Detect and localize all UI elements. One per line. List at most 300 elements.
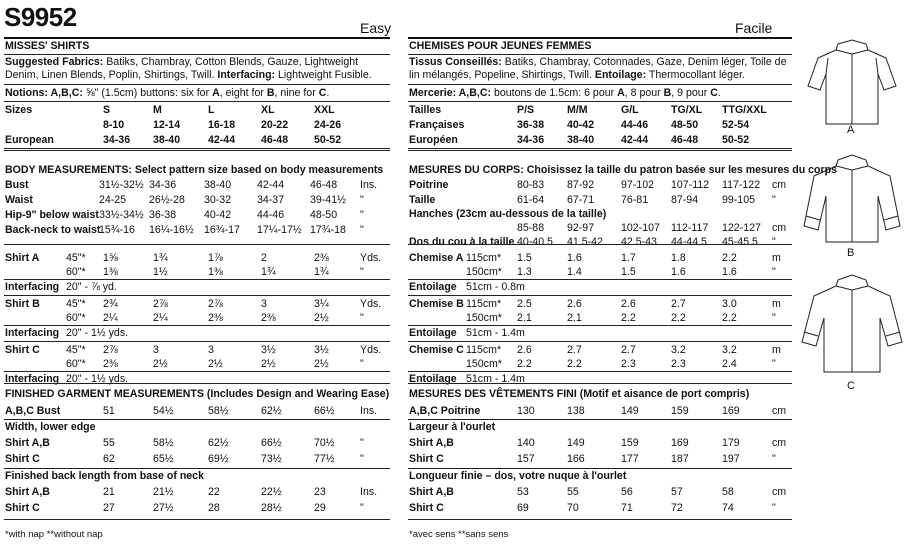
divider — [4, 244, 390, 245]
finished-value: 53 — [517, 486, 529, 498]
fabric-width: 45"* — [66, 252, 86, 264]
size-header: L — [208, 104, 215, 116]
en-footnote: *with nap **without nap — [5, 529, 103, 540]
finished-value: 51 — [103, 405, 115, 417]
divider — [4, 371, 390, 372]
body-value: 102-107 — [621, 222, 660, 234]
hanches-label: Hanches (23cm au-dessous de la taille) — [409, 208, 607, 220]
finished-value: 56 — [621, 486, 633, 498]
sizes-label: Sizes — [5, 104, 33, 116]
yardage-value: 2.2 — [517, 358, 532, 370]
difficulty-en: Easy — [360, 20, 392, 36]
yardage-value: 3.2 — [671, 344, 686, 356]
yardage-value: 2.6 — [517, 344, 532, 356]
finished-value: 65½ — [153, 453, 174, 465]
size-us: 20-22 — [261, 119, 289, 131]
body-value: 87-92 — [567, 179, 595, 191]
finished-value: 70½ — [314, 437, 335, 449]
divider — [4, 468, 390, 469]
finished-unit: " — [360, 437, 364, 449]
finished-value: 23 — [314, 486, 326, 498]
yardage-value: 2½ — [261, 358, 276, 370]
finished-value: 57 — [671, 486, 683, 498]
size-us: 16-18 — [208, 119, 236, 131]
yardage-value: 1½ — [153, 266, 168, 278]
body-unit: " — [360, 209, 364, 221]
yardage-value: 2.1 — [517, 312, 532, 324]
divider — [408, 148, 792, 149]
body-value: 122-127 — [722, 222, 761, 234]
interfacing-text: 20" - 1½ yds. — [66, 373, 129, 385]
yardage-value: 2.2 — [671, 312, 686, 324]
body-value: 40-40.5 — [517, 236, 553, 248]
yardage-value: 1.3 — [517, 266, 532, 278]
size-fr: 36-38 — [517, 119, 545, 131]
interfacing-label: Interfacing — [5, 281, 60, 293]
body-value: 17¼-17½ — [257, 224, 302, 236]
divider — [408, 54, 792, 55]
finished-value: 177 — [621, 453, 639, 465]
body-row-label: Hip-9" below waist — [5, 209, 99, 221]
size-eu: 34-36 — [103, 134, 131, 146]
body-value: 24-25 — [99, 194, 127, 206]
divider — [4, 150, 390, 151]
yardage-value: 1.6 — [567, 252, 582, 264]
size-header: TTG/XXL — [722, 104, 767, 116]
divider — [408, 244, 792, 245]
finished-unit: cm — [772, 437, 787, 449]
yardage-value: 3¼ — [314, 298, 329, 310]
entoilage-text: 51cm - 0.8m — [466, 281, 525, 293]
fr-footnote: *avec sens **sans sens — [409, 529, 509, 540]
size-eu: 50-52 — [314, 134, 342, 146]
body-value: 46-48 — [310, 179, 338, 191]
illustration-label-a: A — [847, 124, 855, 136]
fr-finished-title: MESURES DES VÊTEMENTS FINI (Motif et aisance de port compris) — [409, 388, 750, 400]
size-fr: 52-54 — [722, 119, 750, 131]
interfacing-text: 20" - ⅞ yd. — [66, 281, 117, 293]
finished-value: 58 — [722, 486, 734, 498]
yardage-view-label: Chemise C — [409, 344, 464, 356]
shirt-c-drawing-icon — [800, 270, 905, 382]
fabric-width: 45"* — [66, 344, 86, 356]
body-value: 80-83 — [517, 179, 545, 191]
divider — [408, 295, 792, 296]
body-row-label: Taille — [409, 194, 436, 206]
divider — [408, 383, 792, 384]
yardage-value: 3.2 — [722, 344, 737, 356]
yardage-value: 2⅜ — [103, 358, 118, 370]
divider — [408, 101, 792, 102]
finished-row-label: Shirt C — [409, 502, 444, 514]
header-rule-fr — [408, 37, 792, 39]
yardage-value: 2½ — [314, 312, 329, 324]
yardage-value: 2.3 — [671, 358, 686, 370]
size-header: G/L — [621, 104, 639, 116]
europeen-label: Européen — [409, 134, 458, 146]
size-eu: 46-48 — [261, 134, 289, 146]
yardage-view-label: Chemise B — [409, 298, 464, 310]
body-value: 85-88 — [517, 222, 545, 234]
body-value: 30-32 — [204, 194, 232, 206]
body-unit: " — [360, 224, 364, 236]
body-row-label: Back-neck to waist — [5, 224, 101, 236]
finished-value: 62½ — [261, 405, 282, 417]
yardage-value: 2.2 — [621, 312, 636, 324]
finished-value: 69 — [517, 502, 529, 514]
body-value: 42.5-43 — [621, 236, 657, 248]
yardage-unit: " — [360, 266, 364, 278]
european-label: European — [5, 134, 54, 146]
finished-row-label: A,B,C Poitrine — [409, 405, 481, 417]
body-value: 107-112 — [671, 179, 710, 191]
finished-value: 27 — [103, 502, 115, 514]
yardage-value: 3 — [261, 298, 267, 310]
body-value: 33½-34½ — [99, 209, 144, 221]
body-value: 45-45.5 — [722, 236, 758, 248]
yardage-value: 2.2 — [567, 358, 582, 370]
fr-title: CHEMISES POUR JEUNES FEMMES — [409, 40, 592, 52]
interfacing-text: 20" - 1½ yds. — [66, 327, 129, 339]
body-unit: " — [772, 236, 776, 248]
yardage-unit: " — [772, 312, 776, 324]
yardage-value: 2.7 — [621, 344, 636, 356]
size-header: P/S — [517, 104, 535, 116]
body-value: 99-105 — [722, 194, 755, 206]
en-notions: Notions: A,B,C: ⅝" (1.5cm) buttons: six for A, eight for B, nine for C. — [5, 87, 330, 99]
yardage-value: 2.2 — [722, 252, 737, 264]
yardage-value: 1¾ — [314, 266, 329, 278]
fr-fabrics: Tissus Conseillés: Batiks, Chambray, Cotonnades, Gaze, Denim léger, Toile de lin mélangés, Popeline, Shirtings, Twill. Entoilage: Thermocollant léger. — [409, 56, 787, 81]
yardage-value: 1.5 — [517, 252, 532, 264]
divider — [408, 341, 792, 342]
yardage-unit: Yds. — [360, 298, 382, 310]
size-fr: 48-50 — [671, 119, 699, 131]
illustration-label-c: C — [847, 380, 855, 392]
body-value: 48-50 — [310, 209, 338, 221]
finished-value: 140 — [517, 437, 535, 449]
body-value: 97-102 — [621, 179, 654, 191]
yardage-unit: m — [772, 252, 781, 264]
finished-row-label: Shirt C — [409, 453, 444, 465]
body-unit: " — [772, 194, 776, 206]
en-fabrics: Suggested Fabrics: Batiks, Chambray, Cotton Blends, Gauze, Lightweight Denim, Linen Blends, Poplin, Shirtings, Twill. Interfacing: Lightweight Fusible. — [5, 56, 372, 81]
yardage-unit: Yds. — [360, 344, 382, 356]
finished-value: 138 — [567, 405, 585, 417]
finished-value: 71 — [621, 502, 633, 514]
divider — [4, 148, 390, 149]
sizes-label: Tailles — [409, 104, 442, 116]
francaises-label: Françaises — [409, 119, 465, 131]
divider — [408, 84, 792, 85]
body-unit: cm — [772, 179, 787, 191]
size-eu: 38-40 — [153, 134, 181, 146]
finished-unit: cm — [772, 486, 787, 498]
body-value: 34-36 — [149, 179, 177, 191]
yardage-value: 2.6 — [567, 298, 582, 310]
body-value: 112-117 — [671, 222, 709, 234]
body-row-label: Bust — [5, 179, 29, 191]
finished-value: 62 — [103, 453, 115, 465]
yardage-value: 1⅜ — [103, 266, 118, 278]
finished-unit: " — [360, 502, 364, 514]
size-us: 24-26 — [314, 119, 342, 131]
fabric-width: 60"* — [66, 266, 86, 278]
entoilage-label: Entoilage — [409, 373, 457, 385]
finished-value: 28 — [208, 502, 220, 514]
body-row-label: Poitrine — [409, 179, 449, 191]
finished-row-label: A,B,C Bust — [5, 405, 61, 417]
finished-row-label: Shirt C — [5, 453, 40, 465]
yardage-value: 3½ — [261, 344, 276, 356]
divider — [4, 519, 390, 520]
yardage-value: 1⅞ — [208, 252, 223, 264]
body-value: 76-81 — [621, 194, 649, 206]
fabric-width: 115cm* — [466, 344, 502, 356]
finished-unit: " — [772, 453, 776, 465]
back-length-label: Longueur finie – dos, votre nuque à l'ourlet — [409, 470, 627, 482]
fabric-width: 60"* — [66, 312, 86, 324]
yardage-value: 2⅜ — [314, 252, 329, 264]
yardage-unit: " — [772, 358, 776, 370]
body-value: 16¾-17 — [204, 224, 240, 236]
size-fr: 40-42 — [567, 119, 595, 131]
yardage-value: 2.7 — [671, 298, 686, 310]
yardage-value: 2.2 — [722, 312, 737, 324]
divider — [4, 279, 390, 280]
finished-value: 72 — [671, 502, 683, 514]
yardage-value: 2⅞ — [208, 298, 223, 310]
size-us: 12-14 — [153, 119, 181, 131]
fabric-width: 150cm* — [466, 266, 502, 278]
finished-value: 27½ — [153, 502, 174, 514]
body-value: 34-37 — [257, 194, 285, 206]
header-rule-en — [4, 37, 390, 39]
body-value: 41.5-42 — [567, 236, 603, 248]
body-unit: cm — [772, 222, 787, 234]
width-lower-label: Largeur à l'ourlet — [409, 421, 496, 433]
size-header: XL — [261, 104, 275, 116]
width-lower-label: Width, lower edge — [5, 421, 96, 433]
finished-value: 22½ — [261, 486, 282, 498]
body-value: 17¾-18 — [310, 224, 346, 236]
body-unit: Ins. — [360, 179, 378, 191]
fabric-width: 115cm* — [466, 252, 502, 264]
finished-value: 159 — [621, 437, 639, 449]
divider — [4, 54, 390, 55]
finished-value: 77½ — [314, 453, 335, 465]
divider — [4, 325, 390, 326]
finished-value: 21½ — [153, 486, 174, 498]
finished-value: 62½ — [208, 437, 229, 449]
finished-value: 58½ — [153, 437, 174, 449]
finished-unit: Ins. — [360, 405, 378, 417]
dos-label: Dos du cou à la taille — [409, 236, 515, 248]
finished-value: 157 — [517, 453, 535, 465]
yardage-unit: " — [360, 312, 364, 324]
yardage-value: 3 — [208, 344, 214, 356]
size-eu: 38-40 — [567, 134, 595, 146]
body-value: 42-44 — [257, 179, 285, 191]
yardage-value: 1.6 — [671, 266, 686, 278]
fabric-width: 45"* — [66, 298, 86, 310]
finished-value: 58½ — [208, 405, 229, 417]
size-header: TG/XL — [671, 104, 703, 116]
finished-value: 74 — [722, 502, 734, 514]
finished-row-label: Shirt A,B — [409, 486, 454, 498]
finished-unit: Ins. — [360, 486, 378, 498]
entoilage-label: Entoilage — [409, 327, 457, 339]
size-eu: 42-44 — [621, 134, 649, 146]
finished-row-label: Shirt A,B — [409, 437, 454, 449]
fabric-width: 60"* — [66, 358, 86, 370]
body-value: 117-122 — [722, 179, 761, 191]
finished-value: 28½ — [261, 502, 282, 514]
divider — [408, 371, 792, 372]
size-eu: 42-44 — [208, 134, 236, 146]
finished-value: 69½ — [208, 453, 229, 465]
divider — [4, 101, 390, 102]
finished-value: 159 — [671, 405, 689, 417]
fabric-width: 150cm* — [466, 312, 502, 324]
body-value: 39-41½ — [310, 194, 346, 206]
body-value: 26½-28 — [149, 194, 185, 206]
yardage-value: 2¼ — [103, 312, 118, 324]
divider — [408, 150, 792, 151]
back-length-label: Finished back length from base of neck — [5, 470, 204, 482]
en-title: MISSES' SHIRTS — [5, 40, 90, 52]
body-value: 15¾-16 — [99, 224, 135, 236]
yardage-unit: " — [772, 266, 776, 278]
finished-row-label: Shirt A,B — [5, 437, 50, 449]
yardage-value: 3 — [153, 344, 159, 356]
fabric-width: 115cm* — [466, 298, 502, 310]
yardage-view-label: Shirt C — [5, 344, 40, 356]
body-value: 40-42 — [204, 209, 232, 221]
yardage-value: 2.4 — [722, 358, 737, 370]
yardage-value: 2.5 — [517, 298, 532, 310]
yardage-value: 1.6 — [722, 266, 737, 278]
entoilage-text: 51cm - 1.4m — [466, 373, 525, 385]
finished-value: 70 — [567, 502, 579, 514]
fr-body-title: MESURES DU CORPS: Choisissez la taille du patron basée sur les mesures du corps — [409, 164, 837, 176]
size-eu: 46-48 — [671, 134, 699, 146]
difficulty-fr: Facile — [735, 20, 773, 36]
divider — [408, 419, 792, 420]
finished-unit: " — [772, 502, 776, 514]
body-value: 16¼-16½ — [149, 224, 194, 236]
yardage-value: 2¾ — [103, 298, 118, 310]
finished-value: 130 — [517, 405, 535, 417]
finished-value: 55 — [567, 486, 579, 498]
size-us: 8-10 — [103, 119, 125, 131]
yardage-value: 1.5 — [621, 266, 636, 278]
divider — [408, 468, 792, 469]
finished-unit: " — [360, 453, 364, 465]
finished-unit: cm — [772, 405, 787, 417]
yardage-value: 2⅞ — [103, 344, 118, 356]
finished-value: 169 — [671, 437, 689, 449]
yardage-value: 2.3 — [621, 358, 636, 370]
entoilage-label: Entoilage — [409, 281, 457, 293]
finished-value: 169 — [722, 405, 740, 417]
yardage-view-label: Chemise A — [409, 252, 464, 264]
yardage-value: 1¾ — [261, 266, 276, 278]
divider — [408, 519, 792, 520]
yardage-value: 2¼ — [153, 312, 168, 324]
interfacing-label: Interfacing — [5, 327, 60, 339]
finished-value: 66½ — [261, 437, 282, 449]
body-value: 92-97 — [567, 222, 595, 234]
yardage-value: 2.7 — [567, 344, 582, 356]
yardage-value: 1¾ — [153, 252, 168, 264]
finished-value: 187 — [671, 453, 689, 465]
body-value: 44-46 — [257, 209, 285, 221]
interfacing-label: Interfacing — [5, 373, 60, 385]
divider — [4, 341, 390, 342]
yardage-value: 2⅜ — [208, 312, 223, 324]
body-row-label: Waist — [5, 194, 33, 206]
shirt-b-drawing-icon — [800, 150, 905, 260]
yardage-value: 2½ — [208, 358, 223, 370]
finished-value: 73½ — [261, 453, 282, 465]
yardage-value: 3.0 — [722, 298, 737, 310]
body-value: 31½-32½ — [99, 179, 144, 191]
body-value: 44-44.5 — [671, 236, 707, 248]
finished-row-label: Shirt A,B — [5, 486, 50, 498]
size-fr: 44-46 — [621, 119, 649, 131]
finished-value: 149 — [621, 405, 639, 417]
body-value: 36-38 — [149, 209, 177, 221]
fr-notions: Mercerie: A,B,C: boutons de 1.5cm: 6 pour A, 8 pour B, 9 pour C. — [409, 87, 721, 99]
body-unit: " — [360, 194, 364, 206]
yardage-value: 1⅜ — [208, 266, 223, 278]
yardage-value: 2.1 — [567, 312, 582, 324]
finished-value: 66½ — [314, 405, 335, 417]
body-value: 87-94 — [671, 194, 699, 206]
yardage-value: 3½ — [314, 344, 329, 356]
divider — [4, 295, 390, 296]
divider — [4, 383, 390, 384]
size-eu: 34-36 — [517, 134, 545, 146]
finished-value: 54½ — [153, 405, 174, 417]
divider — [408, 325, 792, 326]
yardage-value: 2.6 — [621, 298, 636, 310]
divider — [408, 279, 792, 280]
en-finished-title: FINISHED GARMENT MEASUREMENTS (Includes Design and Wearing Ease) — [5, 388, 390, 400]
finished-value: 21 — [103, 486, 115, 498]
body-value: 38-40 — [204, 179, 232, 191]
finished-value: 179 — [722, 437, 740, 449]
yardage-unit: m — [772, 344, 781, 356]
yardage-value: 2 — [261, 252, 267, 264]
divider — [4, 84, 390, 85]
yardage-unit: m — [772, 298, 781, 310]
size-eu: 50-52 — [722, 134, 750, 146]
yardage-unit: Yds. — [360, 252, 382, 264]
size-header: XXL — [314, 104, 335, 116]
yardage-view-label: Shirt B — [5, 298, 40, 310]
pattern-code: S9952 — [4, 2, 77, 32]
yardage-value: 1.7 — [621, 252, 636, 264]
size-header: S — [103, 104, 111, 116]
size-header: M — [153, 104, 162, 116]
finished-value: 55 — [103, 437, 115, 449]
yardage-value: 1.8 — [671, 252, 686, 264]
size-header: M/M — [567, 104, 588, 116]
finished-value: 22 — [208, 486, 220, 498]
yardage-value: 2⅞ — [153, 298, 168, 310]
